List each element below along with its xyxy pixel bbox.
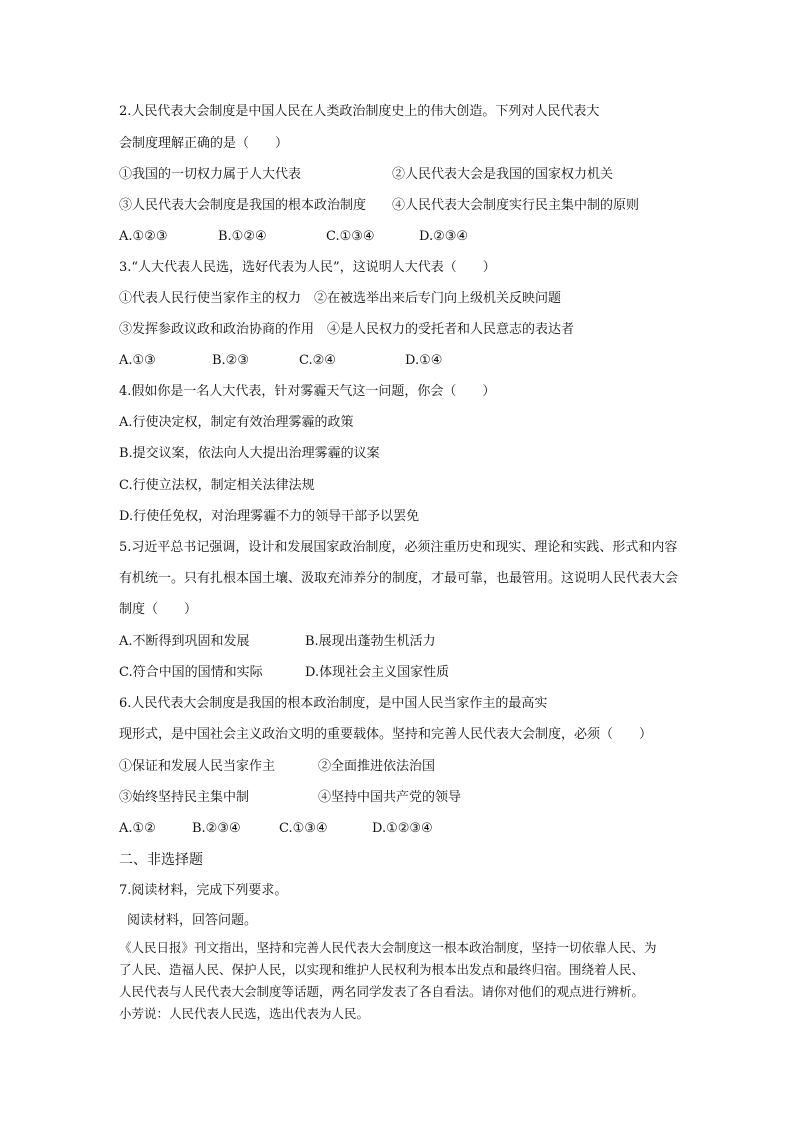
question-6-line-2: 现形式，是中国社会主义政治文明的重要载体。坚持和完善人民代表大会制度，必须（ ） bbox=[119, 727, 653, 742]
question-2-option-4: ④人民代表大会制度实行民主集中制的原则 bbox=[392, 198, 640, 213]
question-3-choice-d: D.①④ bbox=[405, 353, 443, 368]
question-2-choice-c: C.①③④ bbox=[326, 229, 375, 244]
question-6-choice-c: C.①③④ bbox=[279, 821, 328, 836]
question-6-choice-a: A.①② bbox=[119, 821, 156, 836]
question-2-choice-b: B.①②④ bbox=[218, 229, 267, 244]
question-6-option-4: ④坚持中国共产党的领导 bbox=[318, 790, 462, 805]
question-5-line-1: 5.习近平总书记强调，设计和发展国家政治制度，必须注重历史和现实、理论和实践、形式和内容 bbox=[119, 540, 678, 555]
question-4-choice-b: B.提交议案，依法向人大提出治理雾霾的议案 bbox=[119, 446, 380, 461]
question-3-options-1-2: ①代表人民行使当家作主的权力 ②在被选举出来后专门向上级机关反映问题 bbox=[119, 291, 562, 306]
question-3-line-1: 3.“人大代表人民选，选好代表为人民”，这说明人大代表（ ） bbox=[119, 260, 496, 275]
question-4-line-1: 4.假如你是一名人大代表，针对雾霾天气这一问题，你会（ ） bbox=[119, 384, 496, 399]
section-heading: 二、非选择题 bbox=[119, 852, 203, 868]
question-7-paragraph-line-3: 人民代表与人民代表大会制度等话题，两名同学发表了各自看法。请你对他们的观点进行辨析。 bbox=[119, 984, 645, 999]
question-5-choice-c: C.符合中国的国情和实际 bbox=[119, 665, 263, 680]
question-6-choice-b: B.②③④ bbox=[192, 821, 241, 836]
question-2-choice-d: D.②③④ bbox=[419, 229, 469, 244]
question-2-option-2: ②人民代表大会是我国的国家权力机关 bbox=[392, 167, 614, 182]
question-4-choice-c: C.行使立法权，制定相关法律法规 bbox=[119, 478, 315, 493]
question-7-paragraph-line-2: 了人民、造福人民、保护人民，以实现和维护人民权利为根本出发点和最终归宿。围绕着人民、 bbox=[119, 962, 645, 977]
question-2-line-1: 2.人民代表大会制度是中国人民在人类政治制度史上的伟大创造。下列对人民代表大 bbox=[119, 104, 600, 119]
question-4-choice-a: A.行使决定权，制定有效治理雾霾的政策 bbox=[119, 415, 354, 430]
question-2-choice-a: A.①②③ bbox=[119, 229, 168, 244]
question-6-option-2: ②全面推进依法治国 bbox=[318, 759, 436, 774]
question-7-paragraph-line-4: 小芳说：人民代表人民选，选出代表为人民。 bbox=[119, 1006, 370, 1021]
question-5-choice-d: D.体现社会主义国家性质 bbox=[305, 665, 450, 680]
question-5-choice-a: A.不断得到巩固和发展 bbox=[119, 634, 250, 649]
question-6-option-3: ③始终坚持民主集中制 bbox=[119, 790, 250, 805]
question-3-options-3-4: ③发挥参政议政和政治协商的作用 ④是人民权力的受托者和人民意志的表达者 bbox=[119, 322, 575, 337]
question-2-line-2: 会制度理解正确的是（ ） bbox=[119, 136, 289, 151]
question-7-intro: 阅读材料，回答问题。 bbox=[127, 913, 258, 928]
question-5-line-3: 制度（ ） bbox=[119, 602, 198, 617]
question-3-choice-a: A.①③ bbox=[119, 353, 156, 368]
question-6-option-1: ①保证和发展人民当家作主 bbox=[119, 759, 276, 774]
question-7-paragraph-line-1: 《人民日报》刊文指出，坚持和完善人民代表大会制度这一根本政治制度，坚持一切依靠人民、为 bbox=[119, 940, 657, 955]
question-2-option-1: ①我国的一切权力属于人大代表 bbox=[119, 167, 302, 182]
question-6-choice-d: D.①②③④ bbox=[372, 821, 433, 836]
question-2-option-3: ③人民代表大会制度是我国的根本政治制度 bbox=[119, 198, 367, 213]
question-5-line-2: 有机统一。只有扎根本国土壤、汲取充沛养分的制度，才最可靠，也最管用。这说明人民代表大会 bbox=[119, 571, 679, 586]
question-3-choice-c: C.②④ bbox=[299, 353, 336, 368]
question-3-choice-b: B.②③ bbox=[212, 353, 249, 368]
question-4-choice-d: D.行使任免权，对治理雾霾不力的领导干部予以罢免 bbox=[119, 509, 420, 524]
question-7-line-1: 7.阅读材料，完成下列要求。 bbox=[119, 883, 288, 898]
question-5-choice-b: B.展现出蓬勃生机活力 bbox=[305, 634, 436, 649]
question-6-line-1: 6.人民代表大会制度是我国的根本政治制度，是中国人民当家作主的最高实 bbox=[119, 696, 548, 711]
